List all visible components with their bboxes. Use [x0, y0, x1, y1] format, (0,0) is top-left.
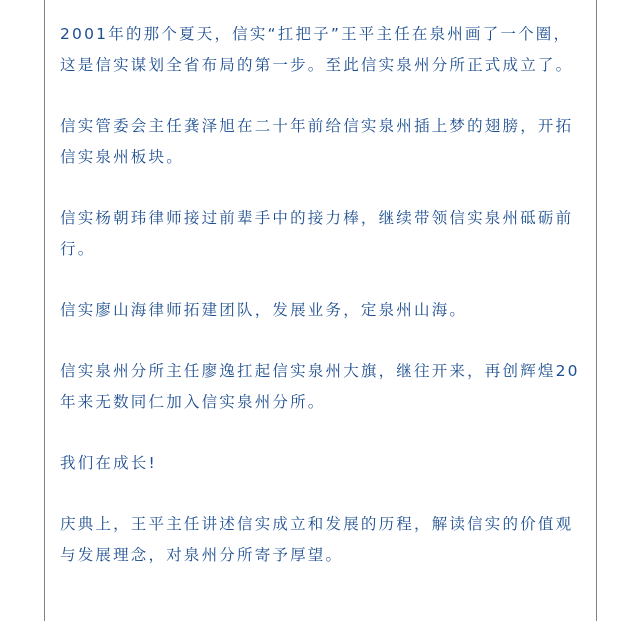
- paragraph-yang-chaowei: 信实杨朝玮律师接过前辈手中的接力棒，继续带领信实泉州砥砺前行。: [60, 209, 574, 258]
- left-border-line: [44, 0, 45, 621]
- right-border-line: [596, 0, 597, 621]
- paragraph-founding: 2001年的那个夏天，信实“扛把子”王平主任在泉州画了一个圈，这是信实谋划全省布局的第一步。至此信实泉州分所正式成立了。: [60, 25, 574, 74]
- paragraph-liao-shanhai: 信实廖山海律师拓建团队，发展业务，定泉州山海。: [60, 301, 468, 319]
- article-body: [60, 19, 584, 601]
- paragraph-ceremony: 庆典上，王平主任讲述信实成立和发展的历程，解读信实的价值观与发展理念，对泉州分所寄予厚望。: [60, 515, 574, 564]
- paragraph-growing: 我们在成长!: [60, 454, 157, 472]
- paragraph-liao-yi: 信实泉州分所主任廖逸扛起信实泉州大旗，继往开来，再创辉煌20年来无数同仁加入信实泉州分所。: [60, 362, 580, 411]
- paragraph-gong-zexu: 信实管委会主任龚泽旭在二十年前给信实泉州插上梦的翅膀，开拓信实泉州板块。: [60, 117, 574, 166]
